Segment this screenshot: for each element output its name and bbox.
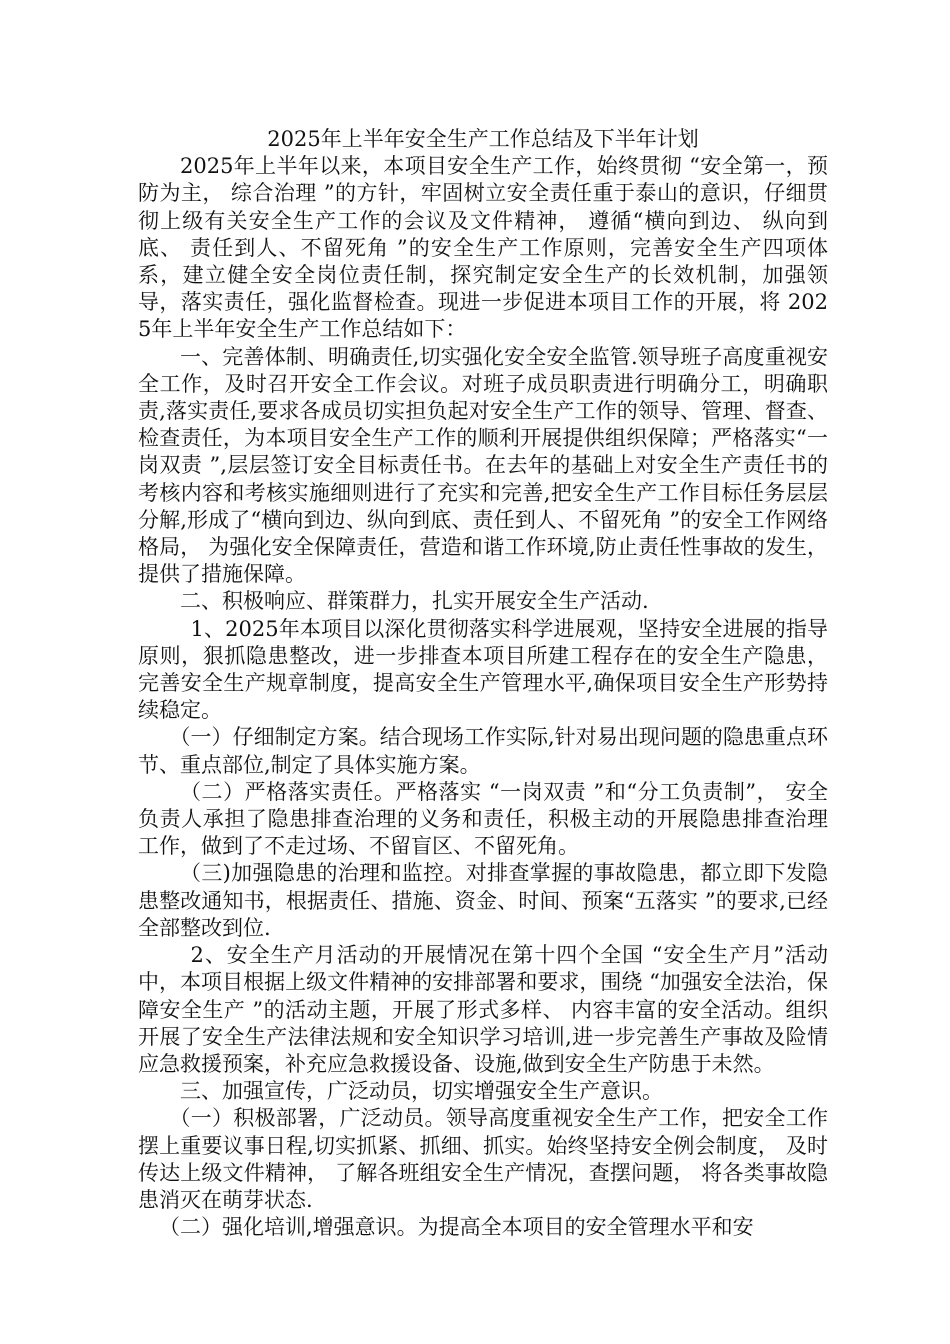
section-3-subitem-1-paragraph: （一）积极部署，广泛动员。领导高度重视安全生产工作，把安全工作摆上重要议事日程,切实抓紧、抓细、抓实。始终坚持安全例会制度， 及时传达上级文件精神， 了解各班组安全生产情况，查摆问题， 将各类事故隐患消灭在萌芽状态. (138, 1106, 828, 1212)
item-1-paragraph: 1、2025年本项目以深化贯彻落实科学进展观，坚持安全进展的指导原则，狠抓隐患整改，进一步排查本项目所建工程存在的安全生产隐患，完善安全生产规章制度，提高安全生产管理水平,确保项目安全生产形势持续稳定。 (138, 616, 828, 723)
subitem-2-paragraph: （二）严格落实责任。严格落实 “一岗双责 ”和“分工负责制”， 安全负责人承担了隐患排查治理的义务和责任，积极主动的开展隐患排查治理工作，做到了不走过场、不留盲区、不留死角。 (138, 779, 828, 859)
document-title: 2025年上半年安全生产工作总结及下半年计划 (267, 127, 699, 151)
section-3-subitem-2-paragraph: （二）强化培训,增强意识。为提高全本项目的安全管理水平和安 (159, 1215, 754, 1240)
section-2-heading: 二、积极响应、群策群力，扎实开展安全生产活动. (180, 589, 649, 614)
item-2-paragraph: 2、安全生产月活动的开展情况在第十四个全国 “安全生产月”活动中，本项目根据上级文件精神的安排部署和要求，围绕 “加强安全法治，保障安全生产 ”的活动主题，开展了形式多样、 内容丰富的安全活动。组织开展了安全生产法律法规和安全知识学习培训,进一步完善生产事故及险情应急救援预案，补充应急救援设备、设施,做到安全生产防患于未然。 (138, 943, 828, 1076)
subitem-3-paragraph: （三)加强隐患的治理和监控。对排查掌握的事故隐患，都立即下发隐患整改通知书，根据责任、措施、资金、时间、预案“五落实 ”的要求,已经全部整改到位. (138, 861, 828, 940)
section-1-paragraph: 一、完善体制、明确责任,切实强化安全安全监管.领导班子高度重视安全工作，及时召开安全工作会议。对班子成员职责进行明确分工，明确职责,落实责任,要求各成员切实担负起对安全生产工作的领导、管理、督查、检查责任，为本项目安全生产工作的顺利开展提供组织保障；严格落实“一岗双责 ”,层层签订安全目标责任书。在去年的基础上对安全生产责任书的考核内容和考核实施细则进行了充实和完善,把安全生产工作目标任务层层分解,形成了“横向到边、纵向到底、责任到人、不留死角 ”的安全工作网络格局， 为强化安全保障责任，营造和谐工作环境,防止责任性事故的发生，提供了措施保障。 (138, 344, 828, 587)
subitem-1-paragraph: （一）仔细制定方案。结合现场工作实际,针对易出现问题的隐患重点环节、重点部位,制定了具体实施方案。 (138, 725, 828, 777)
section-3-heading: 三、加强宣传，广泛动员，切实增强安全生产意识。 (180, 1079, 663, 1104)
document-body (138, 126, 828, 1241)
intro-paragraph: 2025年上半年以来，本项目安全生产工作，始终贯彻 “安全第一，预防为主， 综合治理 ”的方针，牢固树立安全责任重于泰山的意识，仔细贯彻上级有关安全生产工作的会议及文件精神， 遵循“横向到边、 纵向到底、 责任到人、不留死角 ”的安全生产工作原则，完善安全生产四项体系，建立健全安全岗位责任制，探究制定安全生产的长效机制，加强领导，落实责任，强化监督检查。现进一步促进本项目工作的开展，将 2025年上半年安全生产工作总结如下： (138, 154, 828, 342)
